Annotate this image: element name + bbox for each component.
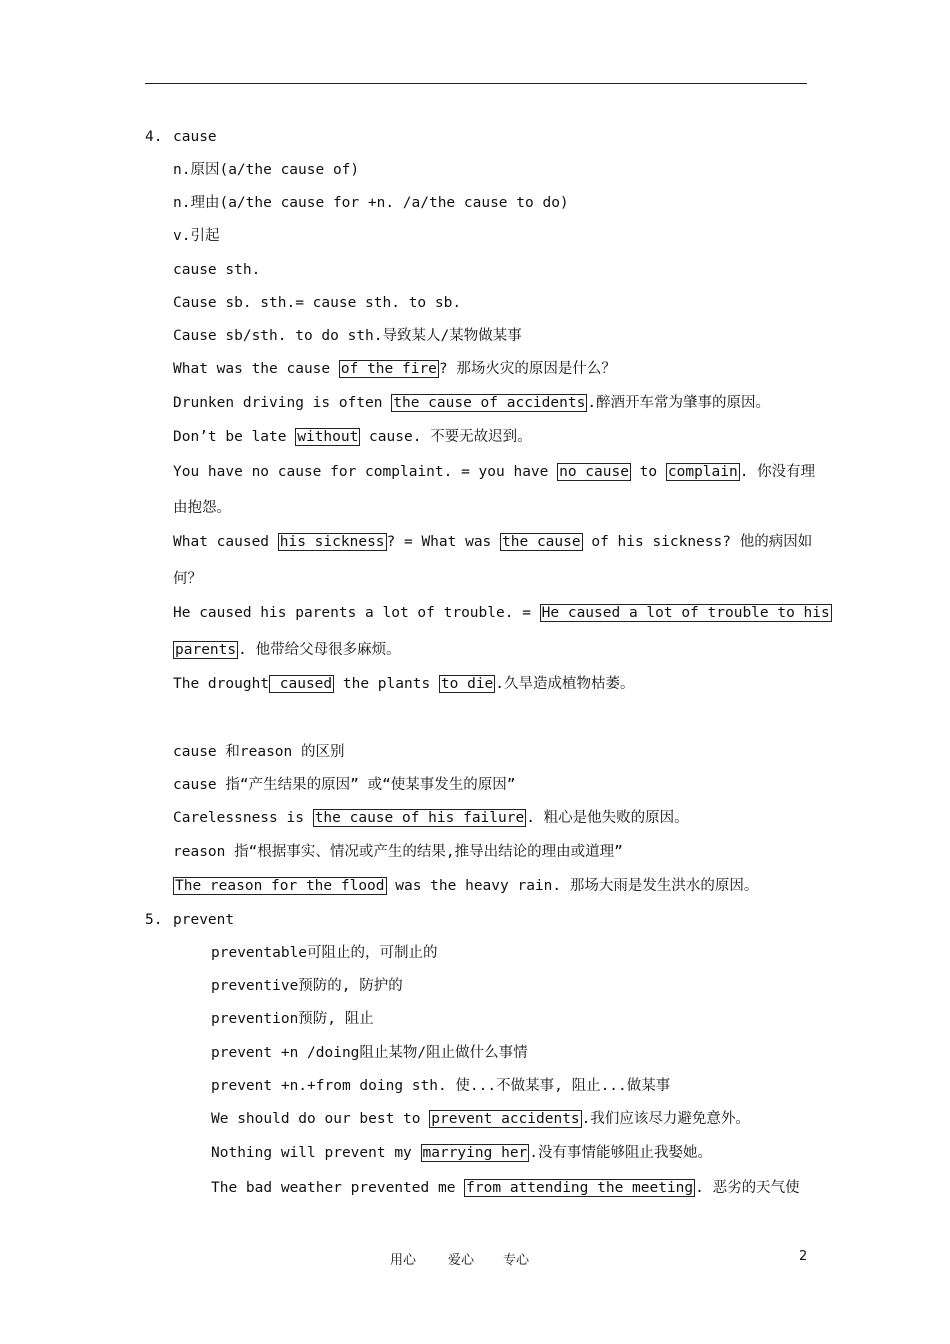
text: ? = What was bbox=[386, 534, 501, 550]
example-sentence bbox=[173, 427, 532, 447]
text: The drought bbox=[173, 676, 270, 692]
boxed-phrase: He caused a lot of trouble to his bbox=[541, 605, 830, 621]
section-number: 4. bbox=[145, 129, 163, 145]
subsection-title: cause 和reason 的区别 bbox=[173, 744, 345, 760]
text: . 恶劣的天气使 bbox=[695, 1180, 800, 1196]
boxed-phrase: to die bbox=[440, 676, 494, 692]
text: . 他带给父母很多麻烦。 bbox=[238, 642, 401, 658]
text: the plants bbox=[334, 676, 439, 692]
example-continuation: 由抱怨。 bbox=[173, 500, 231, 516]
word-form-line: preventable可阻止的，可制止的 bbox=[211, 945, 438, 961]
text: .久旱造成植物枯萎。 bbox=[495, 676, 635, 692]
text: Don’t be late bbox=[173, 429, 296, 445]
text: cause. 不要无故迟到。 bbox=[360, 429, 532, 445]
boxed-phrase: marrying her bbox=[422, 1145, 528, 1161]
text: What caused bbox=[173, 534, 278, 550]
text: ? 那场火灾的原因是什么？ bbox=[438, 361, 616, 377]
section-heading: prevent bbox=[173, 912, 235, 928]
boxed-phrase: complain bbox=[667, 464, 738, 480]
footer-motto-right: 专心 bbox=[503, 1253, 530, 1268]
boxed-phrase: without bbox=[297, 429, 359, 445]
section-number: 5. bbox=[145, 912, 163, 928]
text: Carelessness is bbox=[173, 810, 313, 826]
example-sentence bbox=[211, 1109, 750, 1129]
definition-line: n.原因(a/the cause of) bbox=[173, 162, 360, 178]
example-sentence bbox=[173, 532, 812, 552]
example-sentence bbox=[173, 876, 758, 896]
usage-line: Cause sb/sth. to do sth.导致某人/某物做某事 bbox=[173, 328, 522, 344]
section-heading: cause bbox=[173, 129, 217, 145]
example-continuation: 何？ bbox=[173, 571, 202, 587]
usage-line: prevent +n.+from doing sth. 使...不做某事, 阻止...做某事 bbox=[211, 1078, 671, 1094]
example-continuation bbox=[173, 640, 401, 660]
footer-motto-mid: 爱心 bbox=[448, 1253, 475, 1268]
text: He caused his parents a lot of trouble. = bbox=[173, 605, 540, 621]
text: .没有事情能够阻止我娶她。 bbox=[529, 1145, 713, 1161]
example-sentence bbox=[211, 1178, 800, 1198]
example-sentence bbox=[173, 674, 635, 694]
boxed-phrase: of the fire bbox=[340, 361, 437, 377]
text: We should do our best to bbox=[211, 1111, 430, 1127]
text: . 你没有理 bbox=[739, 464, 816, 480]
text: was the heavy rain. 那场大雨是发生洪水的原因。 bbox=[386, 878, 759, 894]
boxed-phrase: prevent accidents bbox=[431, 1111, 580, 1127]
text: What was the cause bbox=[173, 361, 339, 377]
example-sentence bbox=[173, 393, 770, 413]
usage-line: Cause sb. sth.= cause sth. to sb. bbox=[173, 295, 462, 311]
example-sentence bbox=[211, 1143, 712, 1163]
definition-line: n.理由(a/the cause for +n. /a/the cause to do) bbox=[173, 195, 569, 211]
usage-line: cause sth. bbox=[173, 262, 261, 278]
page-number: 2 bbox=[799, 1249, 808, 1264]
text: of his sickness? 他的病因如 bbox=[582, 534, 813, 550]
boxed-phrase: his sickness bbox=[279, 534, 385, 550]
boxed-phrase: the cause of his failure bbox=[314, 810, 525, 826]
boxed-phrase: no cause bbox=[559, 464, 629, 480]
definition-line: v.引起 bbox=[173, 228, 220, 244]
text: Drunken driving is often bbox=[173, 395, 392, 411]
definition-line: reason 指“根据事实、情况或产生的结果,推导出结论的理由或道理” bbox=[173, 844, 623, 860]
boxed-phrase: The reason for the flood bbox=[175, 878, 385, 894]
boxed-phrase: from attending the meeting bbox=[466, 1180, 694, 1196]
boxed-phrase: the cause of accidents bbox=[393, 395, 586, 411]
boxed-phrase: the cause bbox=[502, 534, 581, 550]
header-rule bbox=[145, 83, 807, 84]
usage-line: prevent +n /doing阻止某物/阻止做什么事情 bbox=[211, 1045, 528, 1061]
text: You have no cause for complaint. = you have bbox=[173, 464, 558, 480]
text: The bad weather prevented me bbox=[211, 1180, 465, 1196]
boxed-phrase: caused bbox=[271, 676, 333, 692]
example-sentence bbox=[173, 359, 616, 379]
text: Nothing will prevent my bbox=[211, 1145, 421, 1161]
text: .我们应该尽力避免意外。 bbox=[581, 1111, 750, 1127]
footer-motto-left: 用心 bbox=[390, 1253, 417, 1268]
word-form-line: preventive预防的, 防护的 bbox=[211, 978, 403, 994]
boxed-phrase: parents bbox=[175, 642, 237, 658]
word-form-line: prevention预防, 阻止 bbox=[211, 1011, 374, 1027]
text: .醉酒开车常为肇事的原因。 bbox=[587, 395, 771, 411]
text: . 粗心是他失败的原因。 bbox=[526, 810, 689, 826]
definition-line: cause 指“产生结果的原因” 或“使某事发生的原因” bbox=[173, 777, 516, 793]
text: to bbox=[630, 464, 666, 480]
example-sentence bbox=[173, 808, 689, 828]
example-sentence bbox=[173, 603, 832, 623]
example-sentence bbox=[173, 462, 815, 482]
